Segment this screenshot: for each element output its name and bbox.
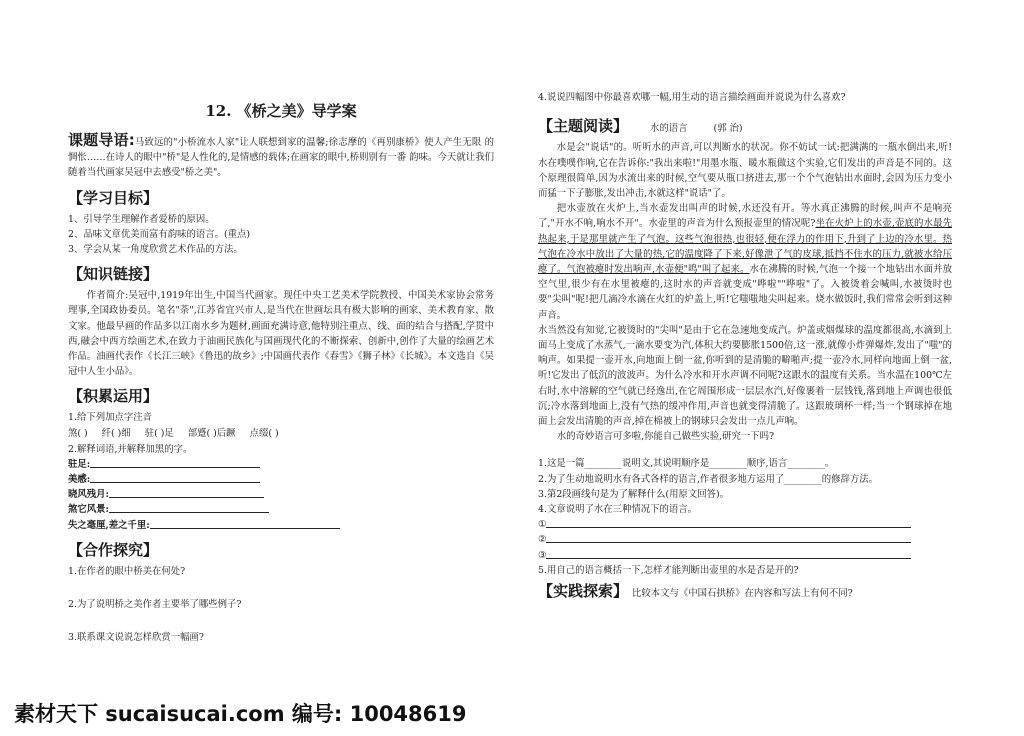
coop-question-2: 2.为了说明桥之美作者主要举了哪些例子? [68,598,242,610]
reading-question-4: 4.文章说明了水在三种情况下的语言。 [538,504,697,516]
pinyin-item: 点缀( ) [249,427,279,439]
intro-heading: 课题导语: [68,131,135,149]
goal-item-3: 3、学会从某一角度欣赏艺术作品的方法。 [68,244,243,256]
practice-heading: 【实践探索】 [538,582,629,601]
pinyin-item: 驻( )足 [144,427,174,439]
circle-number: ② [538,534,547,546]
pinyin-item: 部蹙( )后蹶 [187,427,236,439]
answer-row-2 [538,532,952,547]
term-label: 煞它风景: [68,504,109,516]
goal-item-1: 1、引导学生理解作者爱桥的原因。 [68,213,215,225]
term-label: 驻足: [68,458,91,470]
coop-question-3: 3.联系课文说说怎样欣赏一幅画? [68,631,204,643]
right-page [512,0,1024,736]
reading-question-2: 2.为了生动地说明水有各式各样的语言,作者很多地方运用了________的修辞方法。 [538,473,879,485]
goal-item-2: 2、品味文章优美而富有韵味的语言。(重点) [68,228,251,240]
question-4: 4.说说四幅图中你最喜欢哪一幅,用生动的语言描绘画面并说说为什么喜欢? [538,92,846,103]
coop-question-1: 1.在作者的眼中桥美在何处? [68,565,186,577]
knowledge-text: 作者简介:吴冠中,1919年出生,中国当代画家。现任中央工艺美术学院教授、中国美术家协会常务理事,全国政协委员。笔名"荼",江苏省宜兴市人,是当代在世画坛具有极大影响的画家、美术教育家、散文家。他最早画的作品多以江南水乡为题材,画面充满诗意,他特别注重点、线、面的结合与搭配,学贯中西,融会中西方绘画艺术,在致力于油画民族化与国画现代化的不断探索、创新中,创作了大量的绘画艺术作品。油画代表作《长江三峡》《鲁迅的故乡》;中国画代表作《春雪》《狮子林》《长城》。本文选自《吴冠中人生小品》。 [68,290,494,378]
pinyin-question: 1.给下列加点字注音 [68,412,152,424]
theme-heading-row [538,119,952,136]
answer-row-1 [538,517,952,532]
answer-row-3 [538,548,952,563]
reading-paragraph-2-end: 水在沸腾的时候,气泡一个接一个地钻出水面并放空气里,很少有在水里被瘪的,这时水的声音就变成"哗啦""哗啦"了。入被烫着会喊叫,水被烫时也要"尖叫"呢!把几滴冷水滴在火红的炉盖上,听!它嗤嗤地尖叫起来。烧水做饭时,我们常常会听到这种声音。 [538,264,952,321]
term-row [68,457,494,472]
practice-text: 比较本文与《中国石拱桥》在内容和写法上有何不同? [632,588,853,600]
underlined-sentence: 坐在火炉上的水壶,壶底的水最先热起来,于是那里就产生了气泡。这些气泡很热,也很轻,便在浮力的作用下,升到了上边的冷水里。热气泡在冷水中放出了大量的热,它的温度降了下来,好像泄了气的皮球,抵挡不住水的压力,就被水给压瘪了。气泡被瘪时发出响声,水壶便"鸣"叫了起来。 [538,218,952,276]
intro-text: 马致远的"小桥流水人家"让人联想到家的温馨;徐志摩的《再别康桥》使人产生无限 的惆怅……在诗人的眼中"桥"是人性化的,是情感的载体;在画家的眼中,桥则别有一番 韵味。今天就让我们随着当代画家吴冠中去感受"桥之美"。 [68,137,494,179]
watermark-text: 素材天下 sucaisucai.com 编号: 10048619 [14,702,467,726]
pinyin-row [68,426,494,442]
answer-line [109,487,264,498]
circle-number: ① [538,519,547,531]
answer-line [546,548,911,559]
intro-paragraph [68,133,494,181]
theme-title: 水的语言 [650,123,688,135]
reading-paragraph-2-start: 把水壶放在火炉上,当水壶发出叫声的时候,水还没有开。等水真正沸腾的时候,叫声不是响亮了,"开水不响,响水不开"。水壶里的声音为什么预报壶里的情况呢? [538,203,952,230]
term-label: 晓风残月: [68,489,109,501]
answer-line [150,518,340,529]
circle-number: ③ [538,549,547,561]
term-row [68,487,494,502]
term-label: 美感: [68,474,91,486]
reading-question-3: 3.第2段画线句是为了解释什么(用原文回答)。 [538,488,729,500]
knowledge-heading: 【知识链接】 [68,265,159,284]
reading-paragraph-1: 水是会"说话"的。听听水的声音,可以判断水的状况。你不妨试一试:把满满的一瓶水倒出来,听!水在噗噗作响,它在告诉你:"我出来啦!"用墨水瓶、暖水瓶做这个实验,它们发出的声音是不同的。这个原理很简单,因为水流出来的时候,空气要从瓶口挤进去,那一个个气泡钻出水面时,会因为压力变小而猛一下子膨胀,发出冲击,水就这样"说话"了。 [538,142,952,200]
page-title: 12. 《桥之美》导学案 [205,102,357,120]
reading-paragraph-4: 水的奇妙语言可多啦,你能自己做些实验,研究一下吗? [556,431,775,443]
answer-line [546,517,911,528]
reading-paragraph-3: 水当然没有知觉,它被烫时的"尖叫"是由于它在急速地变成汽。炉盖或烟煤球的温度都很高,水滴到上面马上变成了水蒸气,一滴水要变为汽,体积大约要膨胀1500倍,这一涨,就像小炸弹爆炸,发出了"嗤"的响声。如果提一壶开水,向地面上倒一盆,你听到的是清脆的噼啪声;提一壶冷水,同样向地面上倒一盆,听!它发出了低沉的波波声。为什么冷水和开水声调不同呢?这跟水的温度有关系。当水温在100℃左右时,水中溶解的空气就已经逸出,在它周围形成一层层水汽,好像裹着一层钱钱,落到地上声调也很低沉;冷水落到地面上,没有气热的缓冲作用,声音也就变得清脆了。这跟玻璃杯一样;当一个钢球掉在地面上会发出清脆的声音,掉在棉被上的钢球只会发出一点儿声响。 [538,324,952,428]
reading-paragraph-2 [538,201,952,323]
answer-line [90,457,260,468]
theme-heading: 【主题阅读】 [538,117,629,136]
coop-heading: 【合作探究】 [68,540,159,559]
answer-line [546,532,911,543]
terms-question: 2.解释词语,并解释加黑的字。 [68,443,193,455]
goals-heading: 【学习目标】 [68,188,159,207]
term-row [68,472,494,487]
practice-row [538,584,952,601]
answer-line [109,502,269,513]
term-row [68,518,494,533]
reading-question-1: 1.这是一篇________说明文,其说明顺序是________顺序,语言________。 [538,458,835,470]
pinyin-item: 煞( ) [68,427,88,439]
term-label: 失之毫厘,差之千里: [68,519,150,531]
term-row [68,502,494,517]
apply-heading: 【积累运用】 [68,387,159,406]
reading-question-5: 5.用自己的语言概括一下,怎样才能判断出壶里的水是否是开的? [538,564,799,576]
pinyin-item: 纤( )细 [101,427,131,439]
answer-line [90,472,260,483]
theme-author: (郭 治) [713,123,743,135]
